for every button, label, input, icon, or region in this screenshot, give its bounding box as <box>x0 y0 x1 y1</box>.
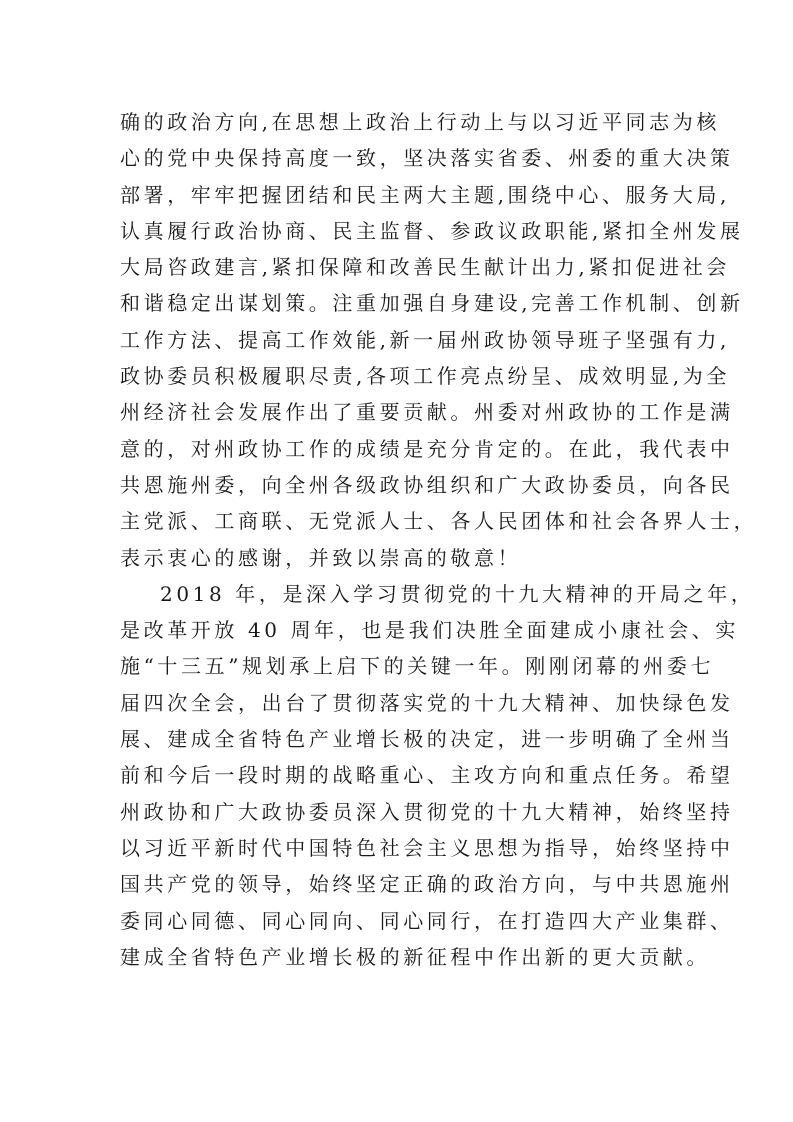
text-line: 委同心同德、同心同向、同心同行，在打造四大产业集群、 <box>120 908 734 933</box>
text-line: 共恩施州委，向全州各级政协组织和广大政协委员，向各民 <box>120 472 734 497</box>
body-text <box>120 104 758 975</box>
text-line: 部署，牢牢把握团结和民主两大主题,围绕中心、服务大局, <box>120 182 730 207</box>
text-line: 是改革开放 40 周年，也是我们决胜全面建成小康社会、实 <box>120 618 739 643</box>
text-line: 大局咨政建言,紧扣保障和改善民生献计出力,紧扣促进社会 <box>120 255 730 280</box>
text-line: 前和今后一段时期的战略重心、主攻方向和重点任务。希望 <box>120 763 734 788</box>
text-line: 国共产党的领导，始终坚定正确的政治方向，与中共恩施州 <box>120 872 734 897</box>
text-line: 和谐稳定出谋划策。注重加强自身建设,完善工作机制、创新 <box>120 291 744 316</box>
text-line: 心的党中央保持高度一致，坚决落实省委、州委的重大决策 <box>120 146 734 171</box>
text-line: 建成全省特色产业增长极的新征程中作出新的更大贡献。 <box>120 944 710 969</box>
text-line: 主党派、工商联、无党派人士、各人民团体和社会各界人士， <box>120 509 758 534</box>
text-line: 州经济社会发展作出了重要贡献。州委对州政协的工作是满 <box>120 400 734 425</box>
text-line: 意的，对州政协工作的成绩是充分肯定的。在此，我代表中 <box>120 436 734 461</box>
text-line: 以习近平新时代中国特色社会主义思想为指导，始终坚持中 <box>120 835 734 860</box>
text-line: 政协委员积极履职尽责,各项工作亮点纷呈、成效明显,为全 <box>120 364 730 389</box>
text-line: 届四次全会，出台了贯彻落实党的十九大精神、加快绿色发 <box>120 690 734 715</box>
text-line-indented: 2018 年，是深入学习贯彻党的十九大精神的开局之年， <box>160 581 755 606</box>
text-line: 表示衷心的感谢，并致以崇高的敬意！ <box>120 545 522 570</box>
text-line: 州政协和广大政协委员深入贯彻党的十九大精神，始终坚持 <box>120 799 734 824</box>
paragraph-1 <box>120 104 758 576</box>
text-line: 工作方法、提高工作效能,新一届州政协领导班子坚强有力, <box>120 327 730 352</box>
paragraph-2 <box>120 576 755 975</box>
text-line: 确的政治方向,在思想上政治上行动上与以习近平同志为核 <box>120 110 720 134</box>
text-line: 施“十三五”规划承上启下的关键一年。刚刚闭幕的州委七 <box>120 654 715 679</box>
text-line: 展、建成全省特色产业增长极的决定，进一步明确了全州当 <box>120 727 734 752</box>
text-line: 认真履行政治协商、民主监督、参政议政职能,紧扣全州发展 <box>120 218 744 243</box>
